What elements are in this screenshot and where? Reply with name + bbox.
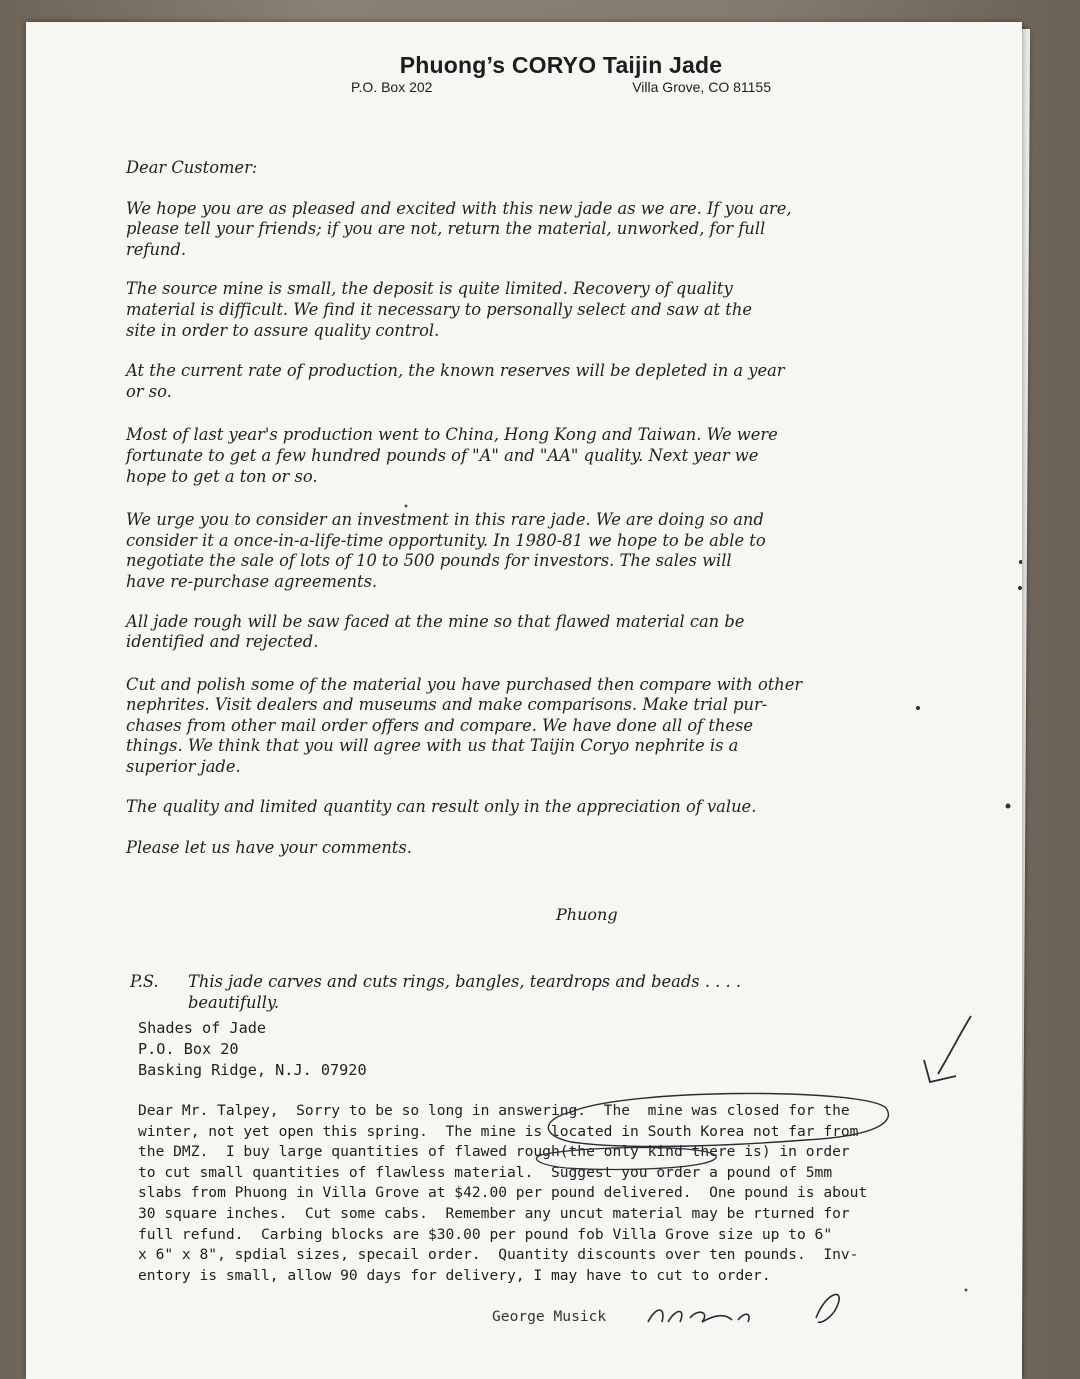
letter-body bbox=[126, 158, 971, 859]
line: At the current rate of production, the known reserves will be depleted in a year bbox=[126, 361, 785, 381]
line: hope to get a ton or so. bbox=[126, 466, 318, 486]
line: or so. bbox=[126, 381, 172, 401]
note-line: full refund. Carbing blocks are $30.00 per pound fob Villa Grove size up to 6" bbox=[138, 1225, 833, 1243]
line: This jade carves and cuts rings, bangles, teardrops and beads . . . . bbox=[188, 972, 742, 991]
letterhead bbox=[351, 52, 771, 95]
paragraph-2 bbox=[126, 279, 971, 341]
line: site in order to assure quality control. bbox=[126, 320, 440, 340]
po-box: P.O. Box 202 bbox=[351, 79, 433, 95]
line: identified and rejected. bbox=[126, 632, 319, 652]
line: The source mine is small, the deposit is quite limited. Recovery of quality bbox=[126, 279, 733, 299]
postscript bbox=[130, 972, 930, 1013]
paragraph-5 bbox=[126, 510, 971, 592]
note-line: Dear Mr. Talpey, Sorry to be so long in answering. The mine was closed for the bbox=[138, 1102, 850, 1119]
salutation: Dear Customer: bbox=[126, 158, 258, 177]
paragraph-7 bbox=[126, 675, 971, 778]
line: The quality and limited quantity can result only in the appreciation of value. bbox=[126, 796, 757, 816]
line: please tell your friends; if you are not, return the material, unworked, for full bbox=[126, 219, 766, 239]
line: All jade rough will be saw faced at the mine so that flawed material can be bbox=[126, 611, 745, 631]
ps-label: P.S. bbox=[130, 972, 159, 991]
line: We hope you are as pleased and excited with this new jade as we are. If you are, bbox=[126, 198, 792, 218]
note-line: slabs from Phuong in Villa Grove at $42.00 per pound delivered. One pound is about bbox=[138, 1184, 868, 1202]
line: We urge you to consider an investment in this rare jade. We are doing so and bbox=[126, 510, 764, 530]
ink-dot bbox=[965, 1289, 968, 1292]
note-line: winter, not yet open this spring. The mine is located in South Korea not far from bbox=[138, 1122, 859, 1140]
note-line: 30 square inches. Cut some cabs. Remember any uncut material may be rturned for bbox=[138, 1204, 850, 1222]
line: have re-purchase agreements. bbox=[126, 571, 378, 591]
address-line: Shades of Jade bbox=[138, 1019, 267, 1037]
line: chases from other mail order offers and compare. We have done all of these bbox=[126, 715, 754, 735]
letter-page bbox=[26, 22, 1022, 1379]
line: Cut and polish some of the material you have purchased then compare with other bbox=[126, 674, 803, 694]
typed-signer-name: George Musick bbox=[492, 1308, 607, 1325]
line: beautifully. bbox=[188, 992, 280, 1012]
city-state-zip: Villa Grove, CO 81155 bbox=[632, 79, 771, 95]
address-line: Basking Ridge, N.J. 07920 bbox=[138, 1061, 367, 1079]
line: consider it a once-in-a-life-time opportunity. In 1980-81 we hope to be able to bbox=[126, 530, 766, 550]
typed-note bbox=[138, 1101, 1018, 1286]
ink-dot bbox=[1006, 804, 1011, 809]
line: superior jade. bbox=[126, 757, 241, 777]
hand-drawn-arrowhead bbox=[924, 1060, 956, 1082]
signature-phuong: Phuong bbox=[556, 905, 618, 924]
note-line: the DMZ. I buy large quantities of flawed rough(the only kind there is) in order bbox=[138, 1143, 850, 1161]
ink-dot bbox=[1019, 560, 1022, 564]
handwritten-signature bbox=[648, 1295, 839, 1323]
address-line: P.O. Box 20 bbox=[138, 1040, 239, 1058]
company-name: Phuong’s CORYO Taijin Jade bbox=[399, 52, 723, 78]
line: negotiate the sale of lots of 10 to 500 pounds for investors. The sales will bbox=[126, 551, 732, 571]
paragraph-6 bbox=[126, 612, 971, 653]
paragraph-3 bbox=[126, 361, 971, 402]
line: Most of last year's production went to China, Hong Kong and Taiwan. We were bbox=[126, 425, 778, 445]
paragraph-4 bbox=[126, 425, 971, 487]
note-line: entory is small, allow 90 days for delivery, I may have to cut to order. bbox=[138, 1266, 771, 1284]
line: fortunate to get a few hundred pounds of "A" and "AA" quality. Next year we bbox=[126, 445, 759, 465]
recipient-address bbox=[138, 1018, 367, 1081]
line: material is difficult. We find it necessary to personally select and saw at the bbox=[126, 299, 752, 319]
line: Please let us have your comments. bbox=[126, 838, 412, 858]
ps-text bbox=[188, 972, 930, 1013]
hand-drawn-arrow bbox=[938, 1016, 971, 1074]
letterhead-address bbox=[351, 79, 771, 95]
note-line: x 6" x 8", spdial sizes, specail order. Quantity discounts over ten pounds. Inv- bbox=[138, 1246, 859, 1264]
ink-dot bbox=[1018, 586, 1022, 590]
line: refund. bbox=[126, 239, 187, 259]
paragraph-8 bbox=[126, 797, 971, 818]
line: things. We think that you will agree with us that Taijin Coryo nephrite is a bbox=[126, 736, 739, 756]
paragraph-1 bbox=[126, 199, 971, 261]
note-line: to cut small quantities of flawless material. Suggest you order a pound of 5mm bbox=[138, 1163, 833, 1181]
line: nephrites. Visit dealers and museums and make comparisons. Make trial pur- bbox=[126, 695, 768, 715]
paragraph-9 bbox=[126, 838, 971, 859]
